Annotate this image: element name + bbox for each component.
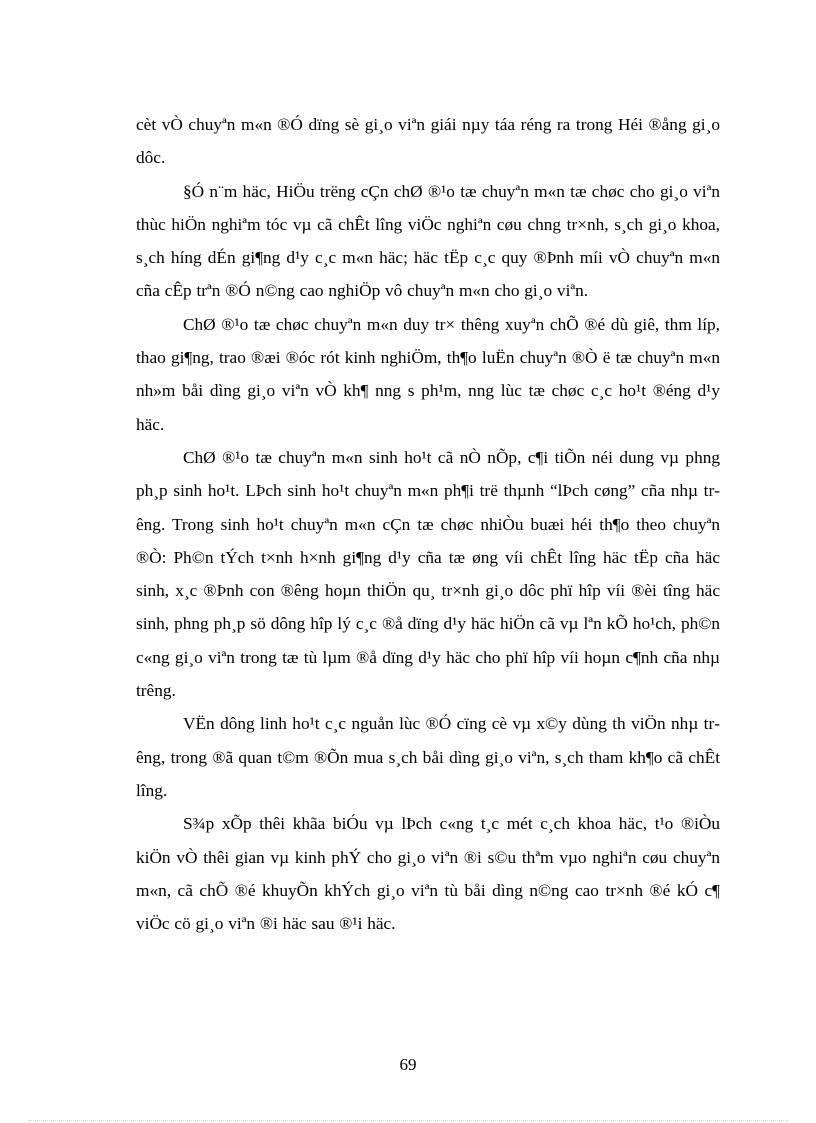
paragraph-2: §Ó n¨m häc, HiÖu trëng cÇn chØ ®¹o tæ chuyªn m«n tæ chøc cho gi¸o viªn thùc hiÖn nghiªm tóc vµ cã chÊt lîng viÖc nghiªn cøu chng tr×nh, s¸ch gi¸o khoa, s¸ch híng dÉn gi¶ng d¹y c¸c m«n häc; häc tËp c¸c quy ®Þnh míi vÒ chuyªn m«n cña cÊp trªn ®Ó n©ng cao nghiÖp vô chuyªn m«n cho gi¸o viªn. xyxy=(136,181,720,301)
paragraph-3: ChØ ®¹o tæ chøc chuyªn m«n duy tr× thêng xuyªn chÕ ®é dù giê, thm líp, thao gi¶ng, trao ®æi ®óc rót kinh nghiÖm, th¶o luËn chuyªn ®Ò ë tæ chuyªn m«n nh»m båi dìng gi¸o viªn vÒ kh¶ nng s ph¹m, nng lùc tæ chøc c¸c ho¹t ®éng d¹y häc. xyxy=(136,314,720,434)
paragraph-6: S¾p xÕp thêi khãa biÓu vµ lÞch c«ng t¸c mét c¸ch khoa häc, t¹o ®iÒu kiÖn vÒ thêi gian vµ kinh phÝ cho gi¸o viªn ®i s©u thªm vµo nghiªn cøu chuyªn m«n, cã chÕ ®é khuyÕn khÝch gi¸o viªn tù båi dìng n©ng cao tr×nh ®é kÓ c¶ viÖc cö gi¸o viªn ®i häc sau ®¹i häc. xyxy=(136,814,720,934)
paragraph-1: cèt vÒ chuyªn m«n ®Ó dïng sè gi¸o viªn giái nµy táa réng ra trong Héi ®ång gi¸o dôc. xyxy=(136,115,720,168)
footer-divider xyxy=(28,1120,788,1121)
paragraph-4: ChØ ®¹o tæ chuyªn m«n sinh ho¹t cã nÒ nÕp, c¶i tiÕn néi dung vµ phng ph¸p sinh ho¹t. LÞch sinh ho¹t chuyªn m«n ph¶i trë thµnh “lÞch cøng” cña nhµ trêng. Trong sinh ho¹t chuyªn m«n cÇn tæ chøc nhiÒu buæi héi th¶o theo chuyªn ®Ò: Ph©n tÝch t×nh h×nh gi¶ng d¹y cña tæ øng víi chÊt lîng häc tËp cña häc sinh, x¸c ®Þnh con ®êng hoµn thiÖn qu¸ tr×nh gi¸o dôc phï hîp víi ®èi tîng häc sinh, phng ph¸p sö dông hîp lý c¸c ®å dïng d¹y häc hiÖn cã vµ lªn kÕ ho¹ch, ph©n c«ng gi¸o viªn trong tæ tù lµm ®å dïng d¹y häc cho phï hîp víi hoµn c¶nh cña nhµ trêng. xyxy=(136,447,720,701)
page-number: 69 xyxy=(399,1055,417,1074)
paragraph-5: VËn dông linh ho¹t c¸c nguån lùc ®Ó cïng cè vµ x©y dùng th viÖn nhµ trêng, trong ®ã quan t©m ®Õn mua s¸ch båi dìng gi¸o viªn, s¸ch tham kh¶o cã chÊt lîng. xyxy=(136,714,720,800)
body-text xyxy=(136,108,720,940)
